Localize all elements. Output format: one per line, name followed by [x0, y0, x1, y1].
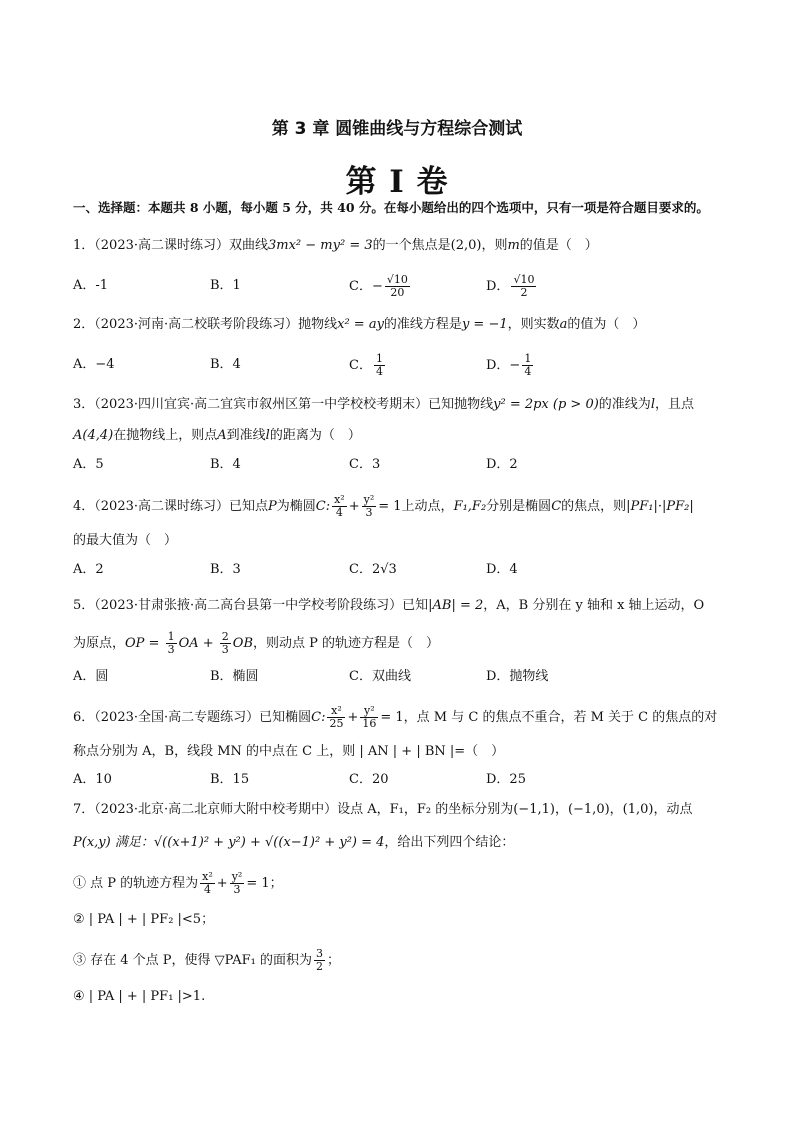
q2-option-d-label: D．−	[486, 358, 521, 373]
frac-den: 25	[329, 717, 344, 730]
question-5-line-2	[73, 631, 733, 656]
q7-line2-a: P(x,y) 满足：	[73, 835, 154, 850]
q1-point: (2,0)	[450, 238, 482, 253]
q3-line2-d: l	[265, 428, 270, 443]
q3-line2-a: 在抛物线上，则点	[113, 428, 218, 443]
frac-den: 2	[520, 286, 528, 299]
frac-num: x²	[327, 705, 345, 718]
q1-option-d-frac	[511, 274, 536, 299]
q2-tail: ，则实数	[507, 317, 560, 332]
q5-line2-b: ，则动点 P 的轨迹方程是（ ）	[253, 636, 440, 651]
q1-options	[73, 274, 733, 298]
frac-num: x²	[334, 493, 345, 506]
frac-num: √10	[513, 273, 535, 286]
q7-s3-frac	[314, 948, 325, 973]
q1-option-c[interactable]	[349, 274, 412, 299]
q2-equation: x² = ay	[337, 317, 384, 332]
q1-mid: 的一个焦点是	[372, 238, 451, 253]
q2-end: 的值为（ ）	[567, 317, 646, 332]
frac-num: 1	[167, 630, 175, 643]
q6-ellipse: C:	[311, 710, 326, 725]
q5-line2-a: 为原点，	[73, 636, 126, 651]
question-5	[73, 595, 733, 617]
frac-den: 3	[167, 643, 175, 656]
q6-lead: 6．（2023·全国·高二专题练习）已知椭圆	[73, 710, 312, 725]
question-4: 4．（2023·高二课时练习）已知点P为椭圆C: $\frac{\text{x²}}{4}$ + $\frac{\text{y²}}{3}$ = 1上动点，F₁,F₂分别是椭圆C的焦点，则|PF₁|·|PF₂|	[73, 493, 694, 519]
q7-statement-3	[73, 948, 340, 973]
q5-frac-1	[166, 631, 177, 656]
frac-num: y²	[360, 705, 378, 718]
q5-options	[73, 665, 733, 689]
frac-den: 4	[524, 365, 532, 378]
q2-option-d[interactable]	[486, 353, 535, 378]
q4-product: |PF₁|·|PF₂|	[626, 499, 694, 514]
q7-statement-4: ④ | PA | + | PF₁ |>1.	[73, 989, 206, 1004]
q3-var: l	[650, 397, 655, 412]
q7-statement-1: ① 点 P 的轨迹方程为 $\frac{\text{x²}}{4}$ + $\frac{\text{y²}}{3}$ = 1；	[73, 870, 283, 896]
q6-eq-end: = 1	[380, 710, 404, 725]
q3-option-c[interactable]: C．3	[349, 457, 381, 472]
q4-option-c[interactable]: C．2√3	[349, 562, 397, 577]
q3-lead: 3．（2023·四川宜宾·高二宜宾市叙州区第一中学校校考期末）已知抛物线	[73, 397, 494, 412]
frac-num: 1	[524, 352, 532, 365]
frac-den: 3	[233, 883, 241, 896]
q7-statement-2: ② | PA | + | PF₂ |<5；	[73, 912, 215, 927]
question-2	[73, 314, 733, 336]
q5-vector-2: OB	[232, 636, 253, 651]
frac-num: 1	[375, 352, 383, 365]
q4-var: P	[268, 499, 277, 514]
q3-tail: ，且点	[654, 397, 694, 412]
q6-option-b[interactable]: B．15	[210, 772, 250, 787]
frac-den: 4	[335, 506, 343, 519]
q7-s3-lead: ③ 存在 4 个点 P，使得 ▽PAF₁ 的面积为	[73, 953, 312, 968]
q3-options	[73, 453, 733, 477]
question-3-line-2	[73, 425, 733, 447]
q2-option-c-label: C．	[349, 358, 372, 373]
q4-frac-1	[332, 494, 347, 519]
frac-den: 16	[362, 717, 377, 730]
q4-option-b[interactable]: B．3	[210, 562, 241, 577]
q2-option-c-frac	[374, 353, 385, 378]
question-4-line-2: 的最大值为（ ）	[73, 533, 178, 548]
frac-den: 3	[365, 506, 373, 519]
q1-lead: 1．（2023·高二课时练习）双曲线	[73, 238, 268, 253]
q3-line2-e: 的距离为（ ）	[269, 428, 361, 443]
q7-s1-frac-2	[230, 871, 245, 896]
q3-point: A(4,4)	[73, 428, 114, 443]
q3-line2-c: 到准线	[226, 428, 266, 443]
q6-frac-1	[327, 705, 345, 730]
q2-option-c[interactable]	[349, 353, 387, 378]
frac-num: 3	[315, 947, 323, 960]
frac-num: 2	[221, 630, 229, 643]
q4-foci: F₁,F₂	[453, 499, 487, 514]
q4-lead: 4．（2023·高二课时练习）已知点	[73, 499, 268, 514]
q3-equation: y² = 2px (p > 0)	[493, 397, 599, 412]
q1-option-c-frac	[385, 274, 410, 299]
q7-s3-end: ；	[326, 953, 340, 968]
q7-s1-end: = 1；	[246, 876, 283, 891]
q1-tail: ，则	[481, 238, 508, 253]
q1-option-d-label: D．	[486, 279, 510, 294]
q6-mid: ，点 M 与 C 的焦点不重合，若 M 关于 C 的焦点的对	[403, 710, 718, 725]
frac-den: 3	[221, 643, 229, 656]
frac-den: 20	[390, 286, 405, 299]
question-1	[73, 235, 733, 257]
q7-line2-b: ，给出下列四个结论：	[384, 835, 515, 850]
frac-num: √10	[386, 273, 408, 286]
q5-vector-1: OA +	[178, 636, 218, 651]
q6-option-c[interactable]: C．20	[349, 772, 389, 787]
q5-vector: OP =	[125, 636, 164, 651]
q4-tail-2: 分别是椭圆	[486, 499, 552, 514]
q1-option-a[interactable]: A．-1	[73, 278, 109, 293]
q5-option-a[interactable]: A．圆	[73, 669, 109, 684]
q5-option-b[interactable]: B．椭圆	[210, 669, 259, 684]
q7-equation: √((x+1)² + y²) + √((x−1)² + y²) = 4	[153, 835, 385, 850]
frac-num: y²	[231, 870, 243, 883]
section-instructions: 一、选择题：本题共 8 小题，每小题 5 分，共 40 分。在每小题给出的四个选项中，只有一项是符合题目要求的。	[73, 200, 709, 215]
q2-option-b[interactable]: B．4	[210, 357, 241, 372]
q5-mid: ，A，B 分别在 y 轴和 x 轴上运动，O	[483, 598, 705, 613]
q3-mid: 的准线为	[598, 397, 651, 412]
q4-frac-2	[362, 494, 377, 519]
q2-options	[73, 353, 733, 377]
q4-tail: 上动点，	[401, 499, 454, 514]
q4-option-a[interactable]: A．2	[73, 562, 104, 577]
q4-option-d[interactable]: D．4	[486, 562, 518, 577]
question-7: 7．（2023·北京·高二北京师大附中校考期中）设点 A，F₁，F₂ 的坐标分别为(−1,1)，(−1,0)，(1,0)，动点	[73, 802, 693, 817]
q7-s1-frac-1	[200, 871, 215, 896]
q6-option-a[interactable]: A．10	[73, 772, 112, 787]
q4-eq-end: = 1	[378, 499, 402, 514]
q2-equation-2: y = −1	[461, 317, 508, 332]
question-7-line-2	[73, 832, 733, 854]
q5-option-c[interactable]: C．双曲线	[349, 669, 411, 684]
q1-option-b[interactable]: B．1	[210, 278, 241, 293]
q5-ab: |AB| = 2	[428, 598, 484, 613]
q4-mid: 为椭圆	[276, 499, 316, 514]
q4-tail-3: 的焦点，则	[561, 499, 627, 514]
q6-options	[73, 768, 733, 792]
volume-heading: 第 I 卷	[345, 164, 449, 200]
q4-ellipse: C:	[315, 499, 331, 514]
q1-end: 的值是（ ）	[519, 238, 598, 253]
q1-equation: 3mx² − my² = 3	[268, 238, 373, 253]
frac-num: x²	[202, 870, 213, 883]
q6-option-d[interactable]: D．25	[486, 772, 526, 787]
q2-lead: 2．（2023·河南·高二校联考阶段练习）抛物线	[73, 317, 338, 332]
q3-option-a[interactable]: A．5	[73, 457, 104, 472]
page-title: 第 3 章 圆锥曲线与方程综合测试	[271, 119, 523, 139]
q1-option-c-label: C．−	[349, 279, 383, 294]
q5-option-d[interactable]: D．抛物线	[486, 669, 549, 684]
q1-option-d[interactable]	[486, 274, 538, 299]
q5-frac-2	[220, 631, 231, 656]
q2-var: a	[559, 317, 568, 332]
q4-c: C	[551, 499, 562, 514]
q6-frac-2	[360, 705, 378, 730]
q2-option-a[interactable]: A．−4	[73, 357, 115, 372]
q3-option-d[interactable]: D．2	[486, 457, 518, 472]
q2-option-d-frac	[522, 353, 533, 378]
frac-num: y²	[363, 493, 375, 506]
frac-den: 4	[203, 883, 211, 896]
q3-option-b[interactable]: B．4	[210, 457, 241, 472]
q5-lead: 5．（2023·甘肃张掖·高二高台县第一中学校考阶段练习）已知	[73, 598, 429, 613]
question-6: 6．（2023·全国·高二专题练习）已知椭圆C: $\frac{\text{x²}}{25}$ + $\frac{\text{y²}}{16}$ = 1，点 M 与 C 的焦点不重合，若 M 关于 C 的焦点的对	[73, 704, 718, 730]
q2-mid: 的准线方程是	[383, 317, 462, 332]
frac-den: 2	[315, 960, 323, 973]
question-3	[73, 394, 733, 416]
frac-den: 4	[375, 365, 383, 378]
q1-var: m	[507, 238, 520, 253]
question-6-line-2: 称点分别为 A，B，线段 MN 的中点在 C 上，则 | AN | + | BN |=（ ）	[73, 744, 505, 759]
q4-options	[73, 558, 733, 582]
q7-s1-lead: ① 点 P 的轨迹方程为	[73, 876, 199, 891]
q3-line2-b: A	[217, 428, 227, 443]
